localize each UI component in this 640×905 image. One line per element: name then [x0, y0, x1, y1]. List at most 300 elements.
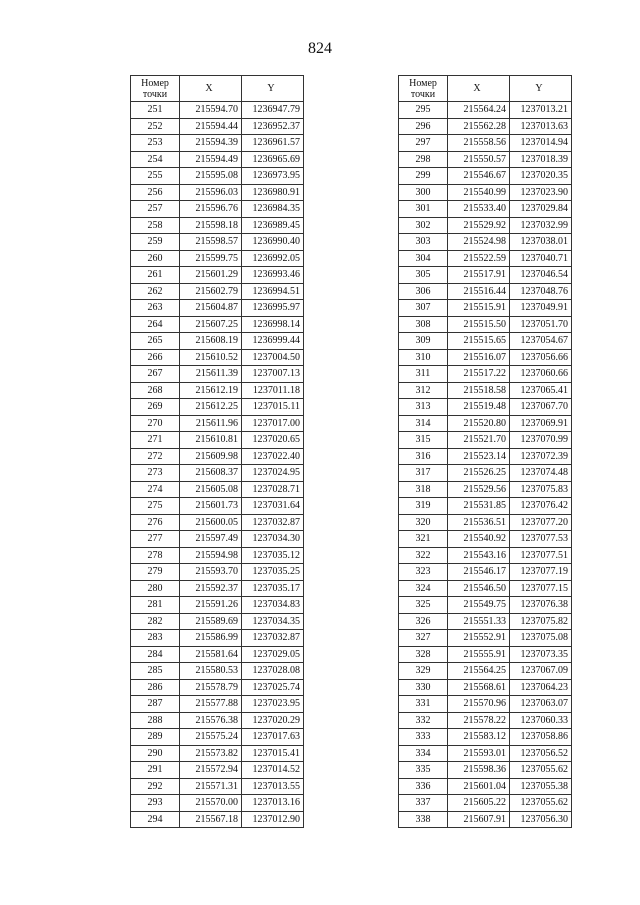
table-row	[131, 316, 304, 333]
point-number-cell: 305	[399, 267, 448, 284]
table-row	[399, 316, 572, 333]
y-coordinate-cell: 1237032.87	[242, 630, 304, 647]
table-row	[131, 465, 304, 482]
x-coordinate-cell: 215608.37	[180, 465, 242, 482]
y-coordinate-cell: 1237076.38	[510, 597, 572, 614]
x-coordinate-cell: 215531.85	[448, 498, 510, 515]
point-number-cell: 271	[131, 432, 180, 449]
table-row	[131, 729, 304, 746]
x-coordinate-cell: 215546.17	[448, 564, 510, 581]
table-row	[399, 547, 572, 564]
y-coordinate-cell: 1237060.66	[510, 366, 572, 383]
table-row	[399, 366, 572, 383]
table-row	[399, 102, 572, 119]
x-coordinate-cell: 215529.92	[448, 217, 510, 234]
table-row	[399, 613, 572, 630]
x-coordinate-cell: 215578.79	[180, 679, 242, 696]
point-number-cell: 253	[131, 135, 180, 152]
point-number-cell: 322	[399, 547, 448, 564]
x-coordinate-cell: 215522.59	[448, 250, 510, 267]
x-coordinate-cell: 215594.44	[180, 118, 242, 135]
y-coordinate-cell: 1237046.54	[510, 267, 572, 284]
point-number-cell: 260	[131, 250, 180, 267]
table-row	[399, 564, 572, 581]
table-row	[399, 531, 572, 548]
point-number-cell: 317	[399, 465, 448, 482]
y-coordinate-cell: 1237055.62	[510, 762, 572, 779]
point-number-cell: 302	[399, 217, 448, 234]
y-coordinate-cell: 1237075.82	[510, 613, 572, 630]
table-row	[131, 448, 304, 465]
point-number-cell: 332	[399, 712, 448, 729]
x-coordinate-cell: 215570.00	[180, 795, 242, 812]
point-number-cell: 325	[399, 597, 448, 614]
table-header-row	[131, 76, 304, 102]
y-coordinate-cell: 1237018.39	[510, 151, 572, 168]
y-coordinate-cell: 1237035.12	[242, 547, 304, 564]
table-row	[399, 762, 572, 779]
y-coordinate-cell: 1236999.44	[242, 333, 304, 350]
point-number-cell: 304	[399, 250, 448, 267]
point-number-cell: 275	[131, 498, 180, 515]
x-coordinate-cell: 215594.70	[180, 102, 242, 119]
x-coordinate-cell: 215578.22	[448, 712, 510, 729]
y-coordinate-cell: 1237070.99	[510, 432, 572, 449]
table-row	[399, 168, 572, 185]
table-row	[131, 168, 304, 185]
x-coordinate-cell: 215550.57	[448, 151, 510, 168]
point-number-cell: 289	[131, 729, 180, 746]
x-coordinate-cell: 215594.39	[180, 135, 242, 152]
point-number-cell: 324	[399, 580, 448, 597]
y-coordinate-cell: 1237020.35	[510, 168, 572, 185]
table-row	[131, 201, 304, 218]
table-row	[399, 349, 572, 366]
y-coordinate-cell: 1236993.46	[242, 267, 304, 284]
x-coordinate-cell: 215516.07	[448, 349, 510, 366]
point-number-cell: 299	[399, 168, 448, 185]
table-row	[399, 415, 572, 432]
y-coordinate-cell: 1237028.08	[242, 663, 304, 680]
header-point-number: Номер точки	[131, 76, 180, 102]
point-number-cell: 254	[131, 151, 180, 168]
y-coordinate-cell: 1236965.69	[242, 151, 304, 168]
x-coordinate-cell: 215515.65	[448, 333, 510, 350]
table-row	[399, 151, 572, 168]
y-coordinate-cell: 1237032.99	[510, 217, 572, 234]
x-coordinate-cell: 215599.75	[180, 250, 242, 267]
x-coordinate-cell: 215583.12	[448, 729, 510, 746]
table-row	[399, 217, 572, 234]
table-row	[399, 712, 572, 729]
y-coordinate-cell: 1237014.52	[242, 762, 304, 779]
table-row	[131, 300, 304, 317]
y-coordinate-cell: 1237013.63	[510, 118, 572, 135]
x-coordinate-cell: 215602.79	[180, 283, 242, 300]
point-number-cell: 306	[399, 283, 448, 300]
x-coordinate-cell: 215594.49	[180, 151, 242, 168]
point-number-cell: 281	[131, 597, 180, 614]
table-row	[399, 481, 572, 498]
point-number-cell: 288	[131, 712, 180, 729]
y-coordinate-cell: 1236947.79	[242, 102, 304, 119]
table-row	[399, 184, 572, 201]
point-number-cell: 273	[131, 465, 180, 482]
y-coordinate-cell: 1237063.07	[510, 696, 572, 713]
point-number-cell: 276	[131, 514, 180, 531]
table-row	[399, 250, 572, 267]
table-row	[399, 663, 572, 680]
y-coordinate-cell: 1237075.83	[510, 481, 572, 498]
table-row	[399, 795, 572, 812]
y-coordinate-cell: 1237029.05	[242, 646, 304, 663]
point-number-cell: 257	[131, 201, 180, 218]
y-coordinate-cell: 1236992.05	[242, 250, 304, 267]
point-number-cell: 263	[131, 300, 180, 317]
y-coordinate-cell: 1236990.40	[242, 234, 304, 251]
point-number-cell: 290	[131, 745, 180, 762]
table-row	[131, 399, 304, 416]
y-coordinate-cell: 1237069.91	[510, 415, 572, 432]
point-number-cell: 262	[131, 283, 180, 300]
y-coordinate-cell: 1237013.55	[242, 778, 304, 795]
table-row	[399, 597, 572, 614]
point-number-cell: 329	[399, 663, 448, 680]
table-row	[399, 646, 572, 663]
x-coordinate-cell: 215543.16	[448, 547, 510, 564]
y-coordinate-cell: 1237048.76	[510, 283, 572, 300]
x-coordinate-cell: 215519.48	[448, 399, 510, 416]
x-coordinate-cell: 215596.03	[180, 184, 242, 201]
y-coordinate-cell: 1237024.95	[242, 465, 304, 482]
y-coordinate-cell: 1237067.70	[510, 399, 572, 416]
point-number-cell: 259	[131, 234, 180, 251]
y-coordinate-cell: 1237074.48	[510, 465, 572, 482]
header-y: Y	[242, 76, 304, 102]
y-coordinate-cell: 1236995.97	[242, 300, 304, 317]
x-coordinate-cell: 215610.81	[180, 432, 242, 449]
y-coordinate-cell: 1237054.67	[510, 333, 572, 350]
y-coordinate-cell: 1237072.39	[510, 448, 572, 465]
table-row	[131, 432, 304, 449]
x-coordinate-cell: 215517.91	[448, 267, 510, 284]
table-row	[399, 118, 572, 135]
point-number-cell: 326	[399, 613, 448, 630]
table-row	[399, 267, 572, 284]
table-row	[131, 151, 304, 168]
header-point-number: Номер точки	[399, 76, 448, 102]
point-number-cell: 269	[131, 399, 180, 416]
y-coordinate-cell: 1236980.91	[242, 184, 304, 201]
y-coordinate-cell: 1236952.37	[242, 118, 304, 135]
point-number-cell: 328	[399, 646, 448, 663]
point-number-cell: 266	[131, 349, 180, 366]
x-coordinate-cell: 215598.36	[448, 762, 510, 779]
table-row	[131, 679, 304, 696]
x-coordinate-cell: 215551.33	[448, 613, 510, 630]
table-row	[399, 630, 572, 647]
y-coordinate-cell: 1237067.09	[510, 663, 572, 680]
point-number-cell: 279	[131, 564, 180, 581]
x-coordinate-cell: 215611.96	[180, 415, 242, 432]
y-coordinate-cell: 1237056.52	[510, 745, 572, 762]
point-number-cell: 308	[399, 316, 448, 333]
x-coordinate-cell: 215549.75	[448, 597, 510, 614]
table-row	[399, 201, 572, 218]
header-x: X	[448, 76, 510, 102]
point-number-cell: 265	[131, 333, 180, 350]
x-coordinate-cell: 215586.99	[180, 630, 242, 647]
point-number-cell: 300	[399, 184, 448, 201]
table-row	[399, 300, 572, 317]
x-coordinate-cell: 215517.22	[448, 366, 510, 383]
table-row	[399, 729, 572, 746]
y-coordinate-cell: 1237029.84	[510, 201, 572, 218]
y-coordinate-cell: 1237038.01	[510, 234, 572, 251]
x-coordinate-cell: 215605.22	[448, 795, 510, 812]
y-coordinate-cell: 1236989.45	[242, 217, 304, 234]
point-number-cell: 301	[399, 201, 448, 218]
y-coordinate-cell: 1237025.74	[242, 679, 304, 696]
point-number-cell: 337	[399, 795, 448, 812]
y-coordinate-cell: 1237040.71	[510, 250, 572, 267]
x-coordinate-cell: 215593.70	[180, 564, 242, 581]
y-coordinate-cell: 1237055.62	[510, 795, 572, 812]
table-row	[131, 481, 304, 498]
table-row	[131, 135, 304, 152]
point-number-cell: 285	[131, 663, 180, 680]
page-number: 824	[308, 40, 332, 57]
x-coordinate-cell: 215608.19	[180, 333, 242, 350]
table-row	[131, 564, 304, 581]
coordinates-table-right	[398, 75, 572, 828]
x-coordinate-cell: 215521.70	[448, 432, 510, 449]
point-number-cell: 280	[131, 580, 180, 597]
point-number-cell: 267	[131, 366, 180, 383]
table-row	[399, 514, 572, 531]
x-coordinate-cell: 215593.01	[448, 745, 510, 762]
x-coordinate-cell: 215576.38	[180, 712, 242, 729]
point-number-cell: 297	[399, 135, 448, 152]
table-row	[131, 597, 304, 614]
table-row	[131, 547, 304, 564]
x-coordinate-cell: 215546.67	[448, 168, 510, 185]
x-coordinate-cell: 215594.98	[180, 547, 242, 564]
x-coordinate-cell: 215524.98	[448, 234, 510, 251]
x-coordinate-cell: 215573.82	[180, 745, 242, 762]
y-coordinate-cell: 1237035.17	[242, 580, 304, 597]
point-number-cell: 283	[131, 630, 180, 647]
point-number-cell: 282	[131, 613, 180, 630]
point-number-cell: 256	[131, 184, 180, 201]
y-coordinate-cell: 1237028.71	[242, 481, 304, 498]
x-coordinate-cell: 215558.56	[448, 135, 510, 152]
table-body-right	[399, 102, 572, 828]
x-coordinate-cell: 215607.25	[180, 316, 242, 333]
table-row	[131, 366, 304, 383]
table-row	[131, 531, 304, 548]
y-coordinate-cell: 1237034.83	[242, 597, 304, 614]
point-number-cell: 316	[399, 448, 448, 465]
x-coordinate-cell: 215552.91	[448, 630, 510, 647]
y-coordinate-cell: 1237023.95	[242, 696, 304, 713]
point-number-cell: 338	[399, 811, 448, 828]
x-coordinate-cell: 215515.91	[448, 300, 510, 317]
table-row	[399, 283, 572, 300]
table-row	[399, 399, 572, 416]
x-coordinate-cell: 215605.08	[180, 481, 242, 498]
point-number-cell: 292	[131, 778, 180, 795]
header-x: X	[180, 76, 242, 102]
x-coordinate-cell: 215520.80	[448, 415, 510, 432]
x-coordinate-cell: 215571.31	[180, 778, 242, 795]
y-coordinate-cell: 1237056.30	[510, 811, 572, 828]
table-row	[131, 382, 304, 399]
point-number-cell: 323	[399, 564, 448, 581]
y-coordinate-cell: 1237056.66	[510, 349, 572, 366]
point-number-cell: 296	[399, 118, 448, 135]
table-row	[399, 498, 572, 515]
table-row	[131, 118, 304, 135]
table-row	[131, 267, 304, 284]
table-row	[131, 415, 304, 432]
point-number-cell: 335	[399, 762, 448, 779]
x-coordinate-cell: 215612.19	[180, 382, 242, 399]
x-coordinate-cell: 215515.50	[448, 316, 510, 333]
point-number-cell: 303	[399, 234, 448, 251]
x-coordinate-cell: 215540.99	[448, 184, 510, 201]
table-row	[131, 217, 304, 234]
point-number-cell: 312	[399, 382, 448, 399]
point-number-cell: 294	[131, 811, 180, 828]
y-coordinate-cell: 1237017.63	[242, 729, 304, 746]
y-coordinate-cell: 1237020.65	[242, 432, 304, 449]
y-coordinate-cell: 1237023.90	[510, 184, 572, 201]
x-coordinate-cell: 215611.39	[180, 366, 242, 383]
x-coordinate-cell: 215612.25	[180, 399, 242, 416]
x-coordinate-cell: 215596.76	[180, 201, 242, 218]
table-row	[131, 333, 304, 350]
x-coordinate-cell: 215580.53	[180, 663, 242, 680]
x-coordinate-cell: 215518.58	[448, 382, 510, 399]
x-coordinate-cell: 215601.04	[448, 778, 510, 795]
x-coordinate-cell: 215581.64	[180, 646, 242, 663]
y-coordinate-cell: 1237035.25	[242, 564, 304, 581]
table-row	[131, 234, 304, 251]
y-coordinate-cell: 1237007.13	[242, 366, 304, 383]
y-coordinate-cell: 1237011.18	[242, 382, 304, 399]
table-row	[131, 778, 304, 795]
y-coordinate-cell: 1237012.90	[242, 811, 304, 828]
point-number-cell: 293	[131, 795, 180, 812]
y-coordinate-cell: 1237077.51	[510, 547, 572, 564]
point-number-cell: 333	[399, 729, 448, 746]
x-coordinate-cell: 215601.73	[180, 498, 242, 515]
y-coordinate-cell: 1237077.53	[510, 531, 572, 548]
x-coordinate-cell: 215536.51	[448, 514, 510, 531]
x-coordinate-cell: 215600.05	[180, 514, 242, 531]
x-coordinate-cell: 215564.25	[448, 663, 510, 680]
point-number-cell: 320	[399, 514, 448, 531]
x-coordinate-cell: 215526.25	[448, 465, 510, 482]
point-number-cell: 314	[399, 415, 448, 432]
point-number-cell: 251	[131, 102, 180, 119]
point-number-cell: 334	[399, 745, 448, 762]
x-coordinate-cell: 215562.28	[448, 118, 510, 135]
point-number-cell: 252	[131, 118, 180, 135]
table-row	[131, 580, 304, 597]
y-coordinate-cell: 1237013.21	[510, 102, 572, 119]
y-coordinate-cell: 1236961.57	[242, 135, 304, 152]
y-coordinate-cell: 1237077.20	[510, 514, 572, 531]
table-row	[131, 811, 304, 828]
x-coordinate-cell: 215533.40	[448, 201, 510, 218]
point-number-cell: 261	[131, 267, 180, 284]
point-number-cell: 278	[131, 547, 180, 564]
point-number-cell: 330	[399, 679, 448, 696]
point-number-cell: 277	[131, 531, 180, 548]
table-row	[399, 679, 572, 696]
x-coordinate-cell: 215598.57	[180, 234, 242, 251]
y-coordinate-cell: 1237077.19	[510, 564, 572, 581]
x-coordinate-cell: 215591.26	[180, 597, 242, 614]
x-coordinate-cell: 215604.87	[180, 300, 242, 317]
table-row	[131, 250, 304, 267]
x-coordinate-cell: 215540.92	[448, 531, 510, 548]
table-row	[131, 646, 304, 663]
table-row	[131, 283, 304, 300]
table-body-left	[131, 102, 304, 828]
table-row	[399, 382, 572, 399]
point-number-cell: 291	[131, 762, 180, 779]
y-coordinate-cell: 1237064.23	[510, 679, 572, 696]
table-row	[399, 811, 572, 828]
y-coordinate-cell: 1237020.29	[242, 712, 304, 729]
coordinates-table-left	[130, 75, 304, 828]
point-number-cell: 272	[131, 448, 180, 465]
point-number-cell: 319	[399, 498, 448, 515]
point-number-cell: 270	[131, 415, 180, 432]
x-coordinate-cell: 215568.61	[448, 679, 510, 696]
table-row	[131, 349, 304, 366]
point-number-cell: 258	[131, 217, 180, 234]
x-coordinate-cell: 215607.91	[448, 811, 510, 828]
table-row	[399, 778, 572, 795]
x-coordinate-cell: 215575.24	[180, 729, 242, 746]
x-coordinate-cell: 215523.14	[448, 448, 510, 465]
y-coordinate-cell: 1237017.00	[242, 415, 304, 432]
point-number-cell: 321	[399, 531, 448, 548]
x-coordinate-cell: 215598.18	[180, 217, 242, 234]
x-coordinate-cell: 215609.98	[180, 448, 242, 465]
point-number-cell: 255	[131, 168, 180, 185]
table-row	[131, 712, 304, 729]
x-coordinate-cell: 215610.52	[180, 349, 242, 366]
table-row	[131, 514, 304, 531]
table-row	[399, 234, 572, 251]
point-number-cell: 310	[399, 349, 448, 366]
point-number-cell: 264	[131, 316, 180, 333]
table-row	[399, 580, 572, 597]
point-number-cell: 286	[131, 679, 180, 696]
table-row	[131, 102, 304, 119]
x-coordinate-cell: 215601.29	[180, 267, 242, 284]
y-coordinate-cell: 1237049.91	[510, 300, 572, 317]
y-coordinate-cell: 1237060.33	[510, 712, 572, 729]
point-number-cell: 298	[399, 151, 448, 168]
y-coordinate-cell: 1237055.38	[510, 778, 572, 795]
table-row	[399, 696, 572, 713]
